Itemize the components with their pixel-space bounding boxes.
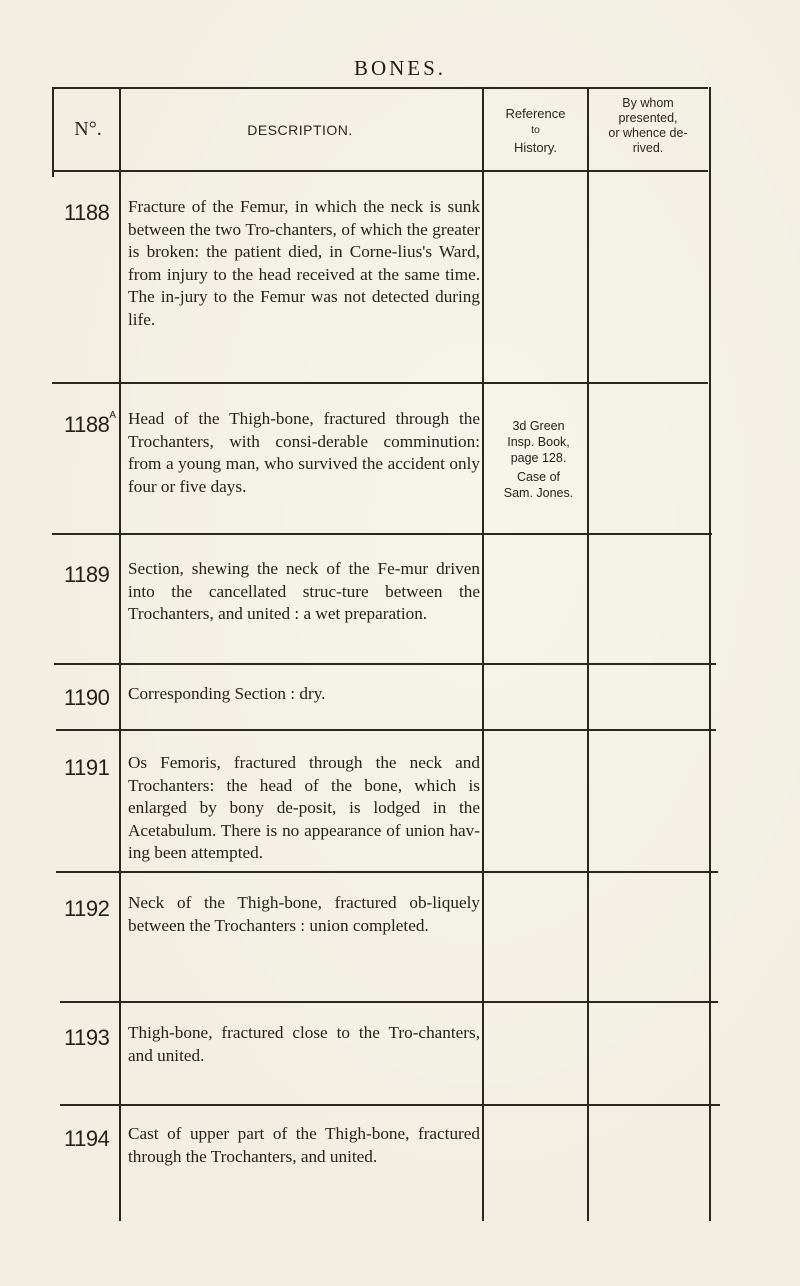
entry-reference <box>490 418 587 501</box>
entry-number <box>64 685 109 711</box>
entry-description: Neck of the Thigh-bone, fractured ob-liquely between the Trochanters : union completed. <box>128 893 480 935</box>
header-reference-line: to <box>531 124 540 136</box>
reference-line: 3d Green <box>512 419 565 433</box>
entry-number <box>64 200 109 226</box>
entry-number-text: 1189 <box>64 562 110 587</box>
reference-line: Insp. Book, <box>507 435 570 449</box>
rule-row <box>52 533 712 535</box>
header-presented <box>588 96 708 156</box>
rule-row <box>52 382 708 384</box>
rule-col-ref <box>587 87 589 1221</box>
rule-right-edge <box>709 87 711 1221</box>
reference-line: page 128. <box>510 451 567 465</box>
header-presented-line: presented, <box>618 111 678 125</box>
rule-row <box>60 1001 718 1003</box>
header-description-label: DESCRIPTION. <box>247 122 353 138</box>
entry-description: Os Femoris, fractured through the neck and Trochanters: the head of the bone, which is enlarged by bony de-posit, is lodged in the Acetabulum. There is no appearance of union hav-ing been attempted. <box>128 753 480 862</box>
header-presented-line: By whom <box>622 96 674 110</box>
header-reference-line: History. <box>513 140 558 155</box>
entry-number-text: 1188 <box>64 200 110 225</box>
entry-description: Corresponding Section : dry. <box>128 684 326 703</box>
rule-row <box>60 1104 720 1106</box>
entry-number-text: 1192 <box>64 896 110 921</box>
reference-line: Sam. Jones. <box>503 486 574 500</box>
entry-number-text: 1190 <box>64 685 110 710</box>
entry-number <box>64 562 109 588</box>
header-presented-line: or whence de- <box>608 126 688 140</box>
rule-col-no <box>119 87 121 1221</box>
entry-description: Fracture of the Femur, in which the neck is sunk between the two Tro-chanters, of which the greater is broken: the patient died, in Corne-lius's Ward, from injury to the head received at the same time. The in-jury to the Femur was not detected during life. <box>128 197 480 329</box>
entry-number-text: 1193 <box>64 1025 110 1050</box>
rule-top <box>52 87 708 89</box>
header-reference <box>483 105 588 156</box>
entry-number <box>64 755 109 781</box>
page-title: BONES. <box>353 56 447 80</box>
entry-description: Head of the Thigh-bone, fractured through the Trochanters, with consi-derable comminution: from a young man, who survived the accident only four or five days. <box>128 409 480 496</box>
entry-number <box>64 1025 109 1051</box>
rule-header-bottom <box>52 170 708 172</box>
entry-number <box>64 1126 109 1152</box>
header-reference-line: Reference <box>505 106 566 121</box>
entry-number <box>64 412 115 438</box>
entry-description: Cast of upper part of the Thigh-bone, fractured through the Trochanters, and united. <box>128 1124 480 1166</box>
entry-number-text: 1191 <box>64 755 110 780</box>
rule-row <box>56 729 716 731</box>
header-no-label: N°. <box>74 118 102 140</box>
reference-line: Case of <box>516 470 561 484</box>
entry-description: Section, shewing the neck of the Fe-mur driven into the cancellated struc-ture between the Trochanters, and united : a wet preparation. <box>128 559 480 623</box>
entry-number-text: 1188 <box>64 412 110 437</box>
entry-number <box>64 896 109 922</box>
rule-row <box>56 871 718 873</box>
rule-row <box>54 663 716 665</box>
header-no <box>58 118 118 141</box>
entry-description: Thigh-bone, fractured close to the Tro-chanters, and united. <box>128 1023 480 1065</box>
header-description <box>120 122 480 138</box>
rule-col-desc <box>482 87 484 1221</box>
entry-number-text: 1194 <box>64 1126 110 1151</box>
entry-number-superscript: A <box>109 410 116 421</box>
rule-left-edge <box>52 87 54 177</box>
header-presented-line: rived. <box>632 141 664 155</box>
